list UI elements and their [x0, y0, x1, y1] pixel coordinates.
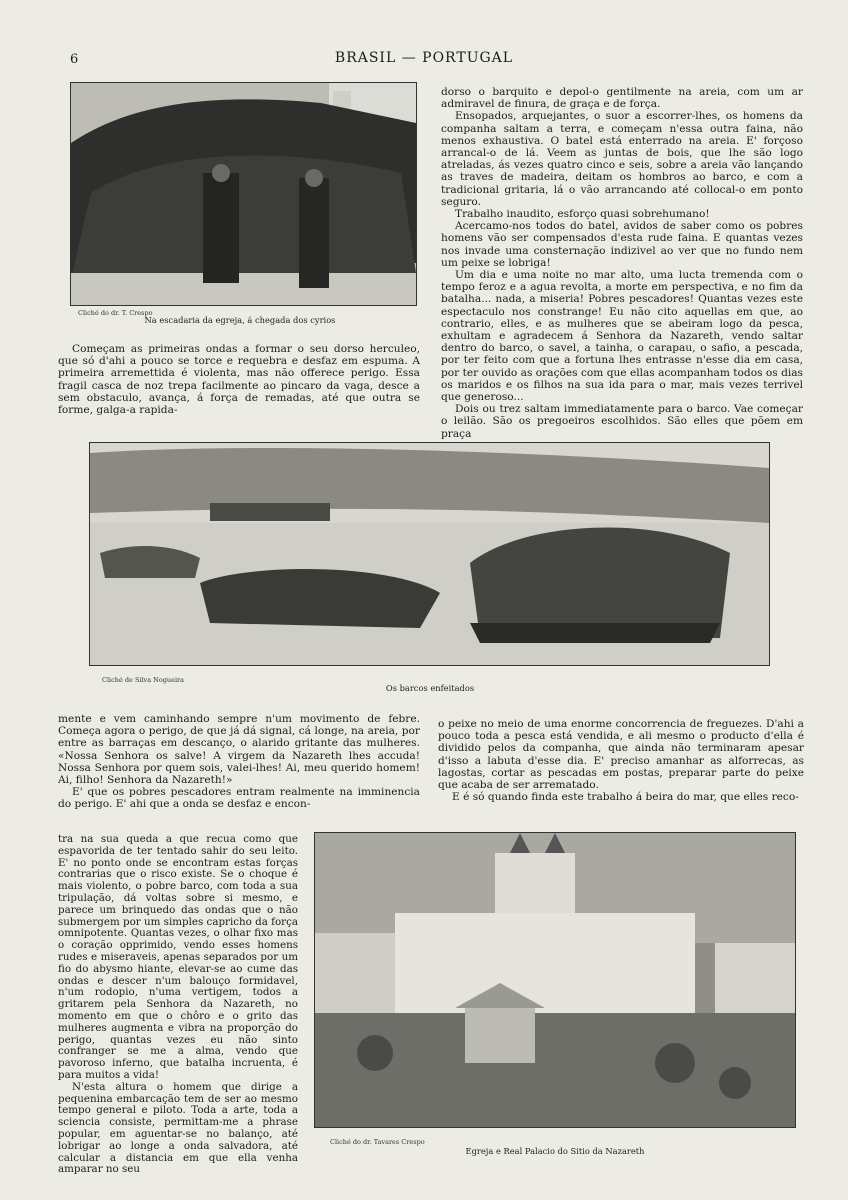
palace-photo-image — [315, 833, 795, 1127]
crowd-photo-credit: Cliché do dr. T. Crespo — [78, 309, 153, 317]
article-column-top-left — [58, 343, 420, 417]
palace-photo — [314, 832, 796, 1128]
crowd-photo-image — [71, 83, 416, 305]
paragraph: E é só quando finda este trabalho á beira do mar, que elles reco- — [452, 791, 799, 804]
palace-photo-credit: Cliché do dr. Tavares Crespo — [330, 1138, 425, 1146]
article-column-mid-left — [58, 713, 420, 833]
paragraph: Começam as primeiras ondas a formar o seu dorso herculeo, que só d'ahi a pouco se torce e requebra e desfaz em espuma. A primeira arremettida é violenta, mas não offerece perigo. Essa fragil casca de noz trepa facilmente ao pincaro da vaga, desce a sem obstaculo, avança, á força de remadas, até que outra se forme, galga-a rapida- — [58, 343, 420, 417]
crowd-photo — [70, 82, 417, 306]
paragraph: dorso o barquito e depol-o gentilmente na areia, com um ar admiravel de finura, de graça e de força. — [441, 86, 803, 111]
boats-photo — [89, 442, 770, 666]
paragraph: N'esta altura o homem que dirige a pequenina embarcação tem de ser ao mesmo tempo general e piloto. Toda a arte, toda a sciencia consiste, permittam-me a phrase popular, em aguentar-se no balanço, até lobrigar ao longe a onda salvadora, até calcular a distancia em que ella venha amparar no seu — [58, 1080, 298, 1176]
paragraph: tra na sua queda a que recua como que espavorida de ter tentado sahir do seu leito. E' no ponto onde se encontram estas forças contrarias que o risco existe. Se o choque é mais violento, o pobre barco, com toda a sua tripulação, dá voltas sobre si mesmo, e parece um brinquedo das ondas que o não submergem por um simples capricho da força omnipotente. Quantas vezes, o olhar fixo mas o coração opprimido, vendo esses homens rudes e miseraveis, apenas separados por um fio do abysmo hiante, elevar-se ao cume das ondas e descer n'um balouço formidavel, n'um rodopio, n'uma vertigem, todos a gritarem pela Senhora da Nazareth, no momento em que o chôro e o grito das mulheres augmenta e vibra na proporção do perigo, quantas vezes eu não sinto confranger se me a alma, vendo que pavoroso inferno, que batalha incruenta, é para muitos a vida! — [58, 833, 298, 1081]
paragraph: Dois ou trez saltam immediatamente para o barco. Vae começar o leilão. São os pregoeiros escolhidos. São elles que põem em praça — [441, 403, 803, 440]
boats-photo-image — [90, 443, 769, 665]
boats-photo-credit: Cliché de Silva Nogueira — [102, 676, 185, 684]
article-column-mid-right — [438, 718, 804, 814]
paragraph: mente e vem caminhando sempre n'um movimento de febre. Começa agora o perigo, de que já dá signal, cá longe, na areia, por entre as barraças em descanço, o alarido gritante das mulheres. «Nossa Senhora os salve! A virgem da Nazareth lhes accuda! Nossa Senhora por quem sois, valei-lhes! Ai, meu querido homem! Ai, filho! Senhora da Nazareth!» — [58, 713, 420, 787]
paragraph: Acercamo-nos todos do batel, avidos de saber como os pobres homens vão ser compensados d'esta rude faina. E quantas vezes nos invade uma consternação indizivel ao ver que no fundo nem um peixe se lobriga! — [441, 220, 803, 269]
running-head: BRASIL — PORTUGAL — [334, 50, 514, 66]
boats-photo-caption: Os barcos enfeitados — [385, 683, 475, 693]
paragraph: Trabalho inaudito, esforço quasi sobrehumano! — [455, 208, 710, 221]
article-column-top-right — [441, 86, 803, 440]
paragraph: Um dia e uma noite no mar alto, uma lucta tremenda com o tempo feroz e a agua revolta, a morte em perspectiva, e no fim da batalha... nada, a miseria! Pobres pescadores! Quantas vezes este espectaculo nos constrange! Eu não cito aquellas em que, ao contrario, elles, e as mulheres que se abeiram logo da pesca, exhultam e agradecem á Senhora da Nazareth, vendo saltar dentro do barco, o savel, a tainha, o carapau, o safio, a pescada, por ter feito com que a fortuna lhes entrasse n'esse dia em casa, por ter ouvido as orações com que ellas acompanham todos os dias os maridos e os filhos na sua ida para o mar, mais vezes terrivel que generoso... — [441, 269, 803, 404]
article-column-narrow — [58, 833, 298, 1176]
paragraph: o peixe no meio de uma enorme concorrencia de freguezes. D'ahi a pouco toda a pesca está vendida, e ali mesmo o producto d'ella é dividido pelos da companha, que ainda não terminaram apesar d'isso a labuta d'esse dia. E' preciso amanhar as alforrecas, as lagostas, cortar as pescadas em postas, preparar parte do peixe que acaba de ser arrematado. — [438, 718, 804, 792]
page-number: 6 — [70, 52, 79, 67]
paragraph: E' que os pobres pescadores entram realmente na imminencia do perigo. E' ahi que a onda se desfaz e encon- — [58, 786, 420, 811]
paragraph: Ensopados, arquejantes, o suor a escorrer-lhes, os homens da companha saltam a terra, e começam n'essa outra faina, não menos exhaustiva. O batel está enterrado na areia. E' forçoso arrancal-o de lá. Veem as juntas de bois, que lhe são logo atreladas, ás vezes quatro cinco e seis, sobre a areia vão lançando as traves de madeira, deitam os hombros ao barco, e com a tradicional gritaria, lá o vão arrancando até collocal-o em ponto seguro. — [441, 110, 803, 208]
palace-photo-caption: Egreja e Real Palacio do Sitio da Nazareth — [465, 1146, 645, 1156]
crowd-photo-caption: Na escadaria da egreja, á chegada dos cyrios — [144, 315, 336, 325]
